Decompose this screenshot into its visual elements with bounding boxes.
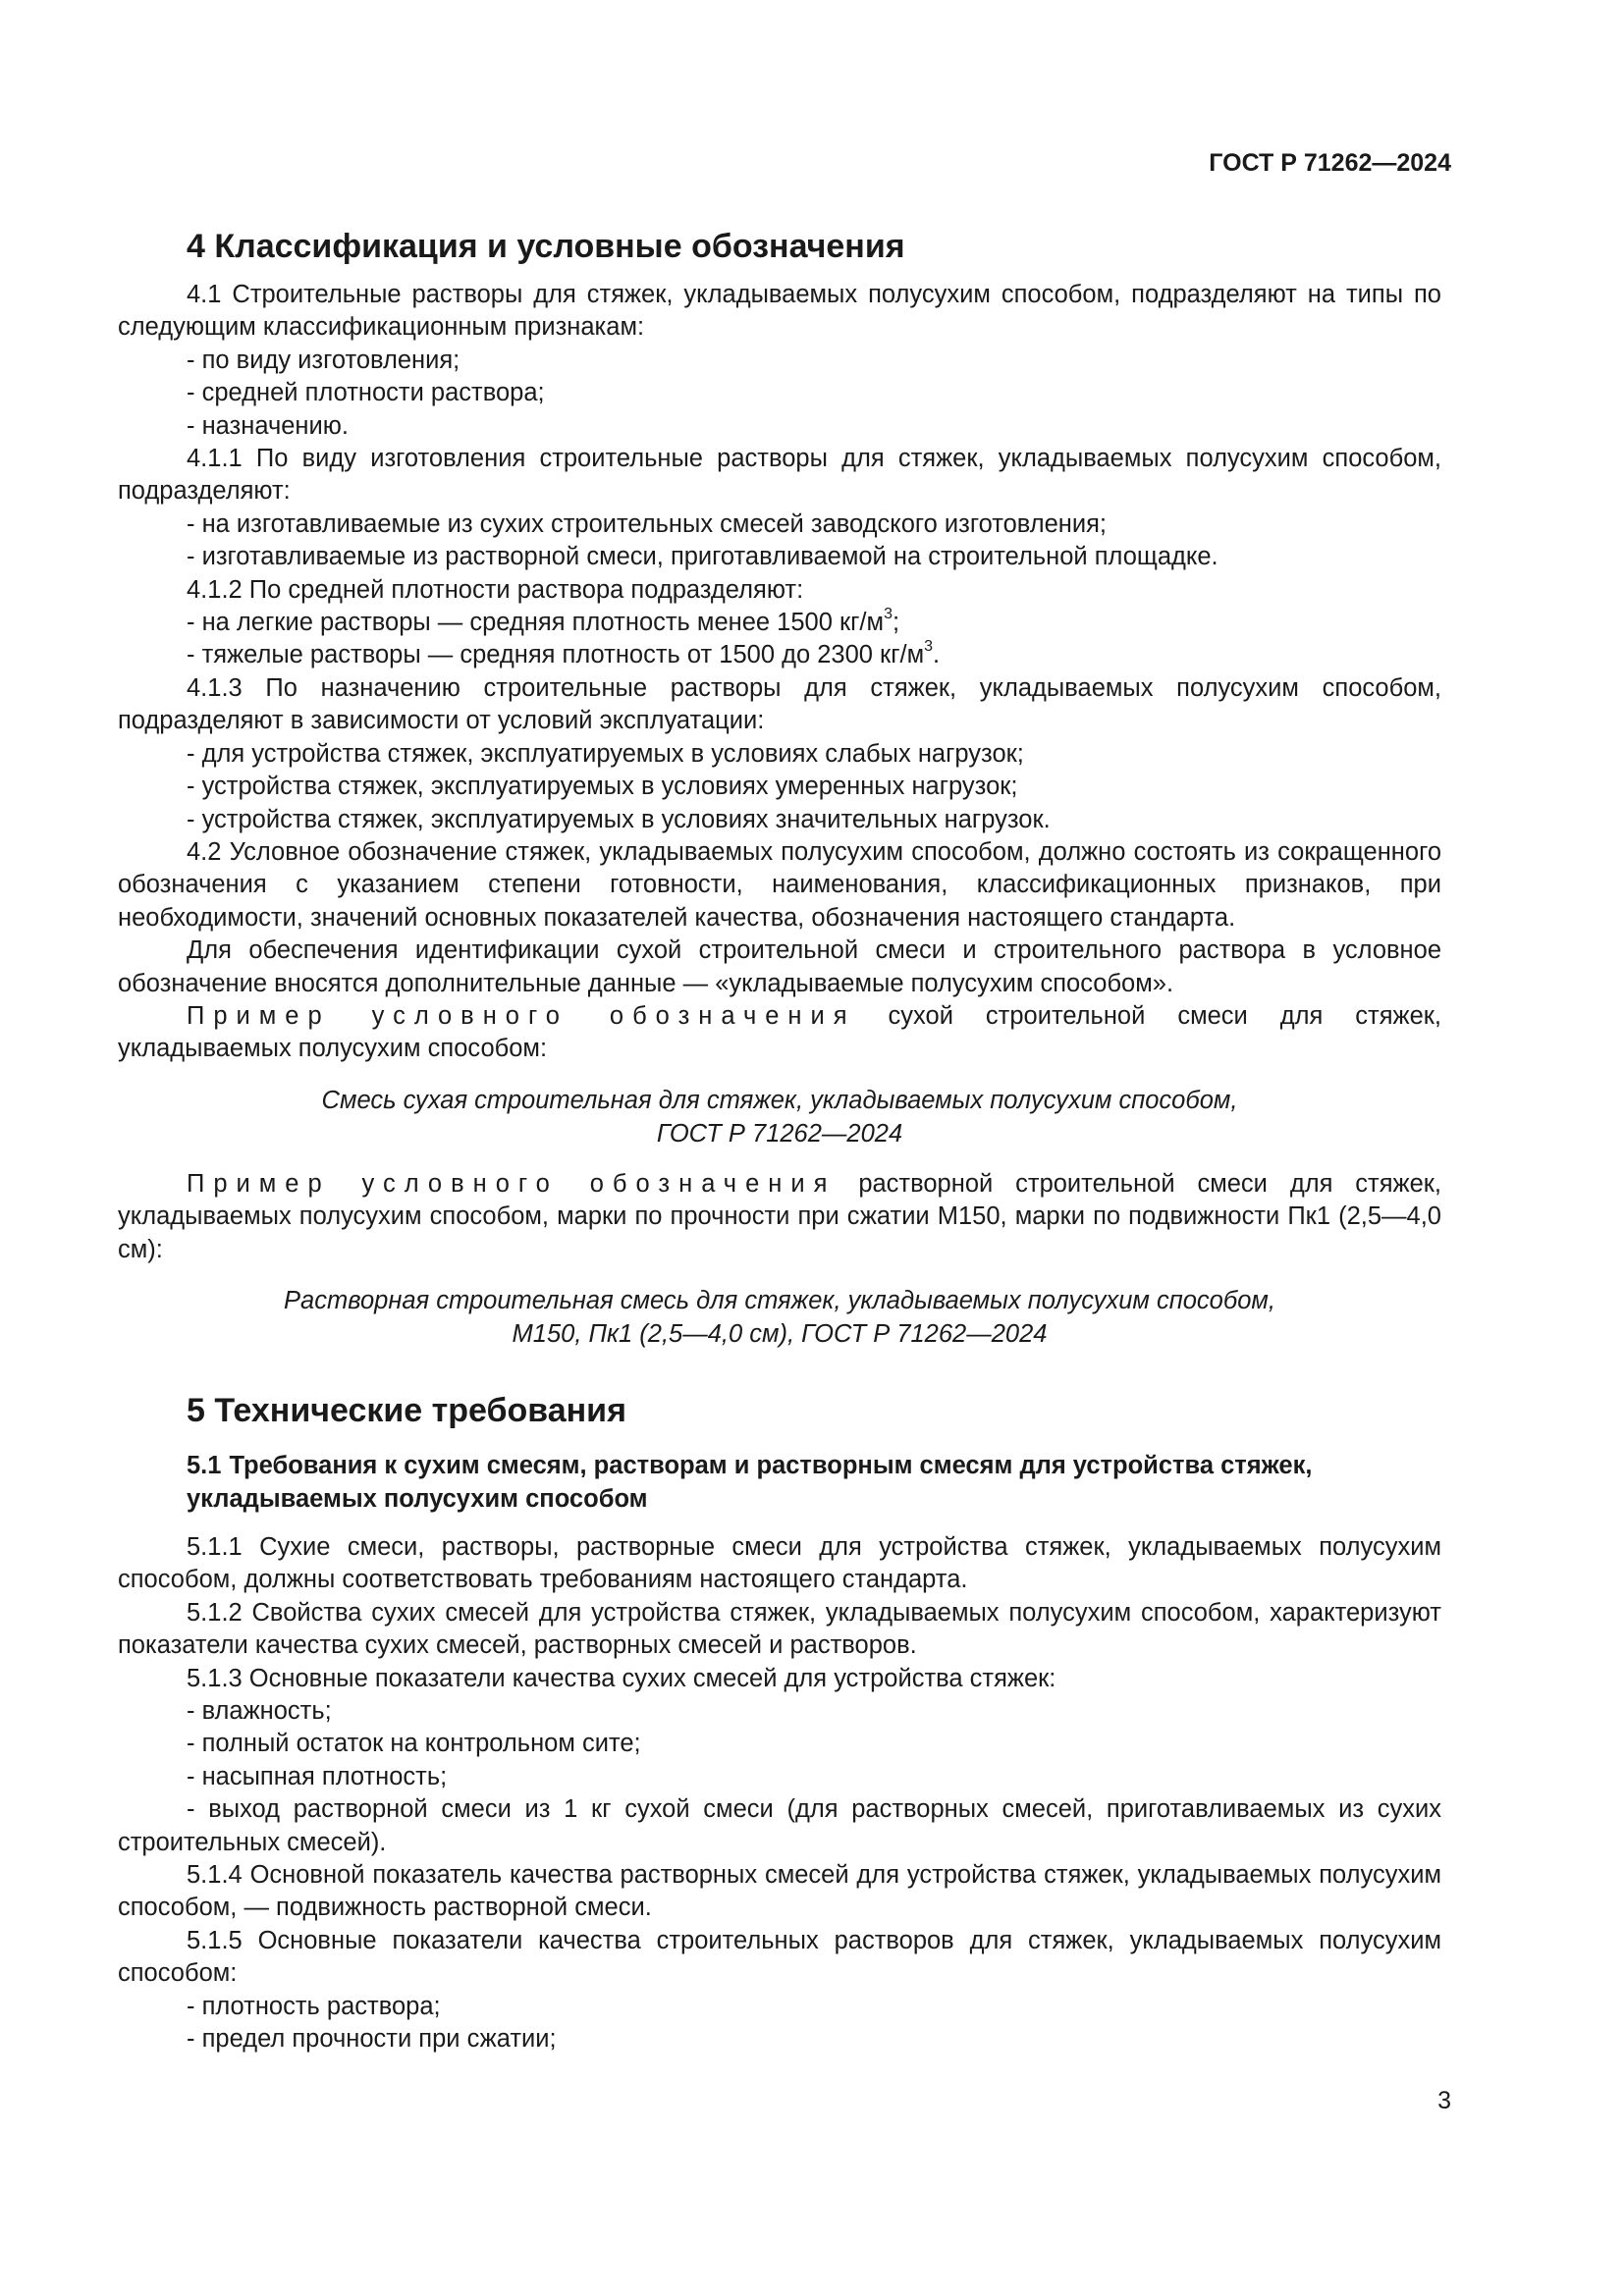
paragraph-5-1-5: 5.1.5 Основные показатели качества строительных растворов для стяжек, укладываемых полусухим способом: — [118, 1926, 1441, 1988]
list-item: - для устройства стяжек, эксплуатируемых в условиях слабых нагрузок; — [187, 739, 1024, 768]
list-item: - влажность; — [187, 1697, 332, 1725]
item-punct: . — [933, 641, 941, 669]
paragraph-4-1-3: 4.1.3 По назначению строительные растворы для стяжек, укладываемых полусухим способом, подразделяют в зависимости от условий эксплуатации: — [118, 673, 1441, 735]
example-text: растворной строительной смеси для стяжек, укладываемых полусухим способом, марки по прочности при сжатии М150, марки по подвижности Пк1 (2,5—4,0 см): — [118, 1169, 1442, 1263]
list-item: - устройства стяжек, эксплуатируемых в условиях значительных нагрузок. — [187, 805, 1051, 833]
superscript: 3 — [884, 605, 893, 622]
paragraph-4-1-1: 4.1.1 По виду изготовления строительные растворы для стяжек, укладываемых полусухим способом, подразделяют: — [118, 445, 1441, 506]
paragraph-5-1-3: 5.1.3 Основные показатели качества сухих смесей для устройства стяжек: — [187, 1664, 1056, 1692]
page-number: 3 — [1437, 2087, 1451, 2114]
item-text: - тяжелые растворы — средняя плотность от 1500 до 2300 кг/м — [187, 641, 925, 669]
subsection-number: 5.1 — [187, 1451, 222, 1479]
paragraph-4-1: 4.1 Строительные растворы для стяжек, укладываемых полусухим способом, подразделяют на типы по следующим классификационным признакам: — [118, 281, 1441, 342]
list-item: - по виду изготовления; — [187, 346, 460, 374]
list-item: - полный остаток на контрольном сите; — [187, 1730, 641, 1758]
paragraph-4-2-identification: Для обеспечения идентификации сухой строительной смеси и строительного раствора в условное обозначение вносятся дополнительные данные — «укладываемые полусухим способом». — [118, 936, 1441, 997]
list-item: - насыпная плотность; — [187, 1762, 448, 1790]
paragraph-5-1-2: 5.1.2 Свойства сухих смесей для устройства стяжек, укладываемых полусухим способом, характеризуют показатели качества сухих смесей, растворных смесей и растворов. — [118, 1598, 1441, 1660]
list-item-mix-yield: - выход растворной смеси из 1 кг сухой смеси (для растворных смесей, приготавливаемых из сухих строительных смесей). — [118, 1795, 1441, 1856]
paragraph-4-2: 4.2 Условное обозначение стяжек, укладываемых полусухим способом, должно состоять из сокращенного обозначения с указанием степени готовности, наименования, классификационных признаков, при необходимости, значений основных показателей качества, обозначения настоящего стандарта. — [118, 837, 1441, 932]
example-label: Пример условного обозначения — [187, 1001, 856, 1030]
list-item: - назначению. — [187, 411, 349, 440]
example-1-intro — [118, 1000, 1441, 1066]
example-text: сухой строительной смеси для стяжек, укладываемых полусухим способом: — [118, 1001, 1442, 1063]
list-item-light-mortar — [118, 607, 1441, 639]
list-item-heavy-mortar — [118, 639, 1441, 671]
list-item: - предел прочности при сжатии; — [187, 2025, 557, 2054]
item-punct: ; — [892, 609, 900, 637]
list-item: - устройства стяжек, эксплуатируемых в условиях умеренных нагрузок; — [187, 773, 1018, 801]
item-text: - на легкие растворы — средняя плотность менее 1500 кг/м — [187, 609, 885, 637]
example-2-line-1: Растворная строительная смесь для стяжек, укладываемых полусухим способом, — [284, 1286, 1275, 1314]
example-1-line-1: Смесь сухая строительная для стяжек, укладываемых полусухим способом, — [321, 1086, 1238, 1114]
paragraph-4-1-2: 4.1.2 По средней плотности раствора подразделяют: — [187, 575, 804, 604]
subsection-5-1-title — [118, 1449, 1441, 1516]
standard-code-header: ГОСТ Р 71262—2024 — [1209, 149, 1451, 177]
example-2-intro — [118, 1168, 1441, 1266]
example-label: Пример условного обозначения — [187, 1169, 837, 1198]
subsection-title-text: Требования к сухим смесям, растворам и растворным смесям для устройства стяжек, укладываемых полусухим способом — [187, 1451, 1313, 1513]
paragraph-5-1-4: 5.1.4 Основной показатель качества растворных смесей для устройства стяжек, укладываемых полусухим способом, — подвижность растворной смеси. — [118, 1861, 1441, 1922]
example-2-line-2: М150, Пк1 (2,5—4,0 см), ГОСТ Р 71262—2024 — [512, 1319, 1048, 1348]
list-item: - средней плотности раствора; — [187, 379, 545, 407]
list-item: - изготавливаемые из растворной смеси, приготавливаемой на строительной площадке. — [187, 543, 1218, 571]
list-item: - плотность раствора; — [187, 1992, 441, 2020]
section-4-title: 4 Классификация и условные обозначения — [187, 228, 905, 265]
page-content — [118, 222, 1441, 2056]
superscript: 3 — [924, 637, 934, 655]
list-item: - на изготавливаемые из сухих строительных смесей заводского изготовления; — [187, 509, 1108, 538]
paragraph-5-1-1: 5.1.1 Сухие смеси, растворы, растворные смеси для устройства стяжек, укладываемых полусухим способом, должны соответствовать требованиям настоящего стандарта. — [118, 1532, 1441, 1594]
example-1-line-2: ГОСТ Р 71262—2024 — [656, 1119, 903, 1148]
section-5-title: 5 Технические требования — [187, 1391, 626, 1429]
